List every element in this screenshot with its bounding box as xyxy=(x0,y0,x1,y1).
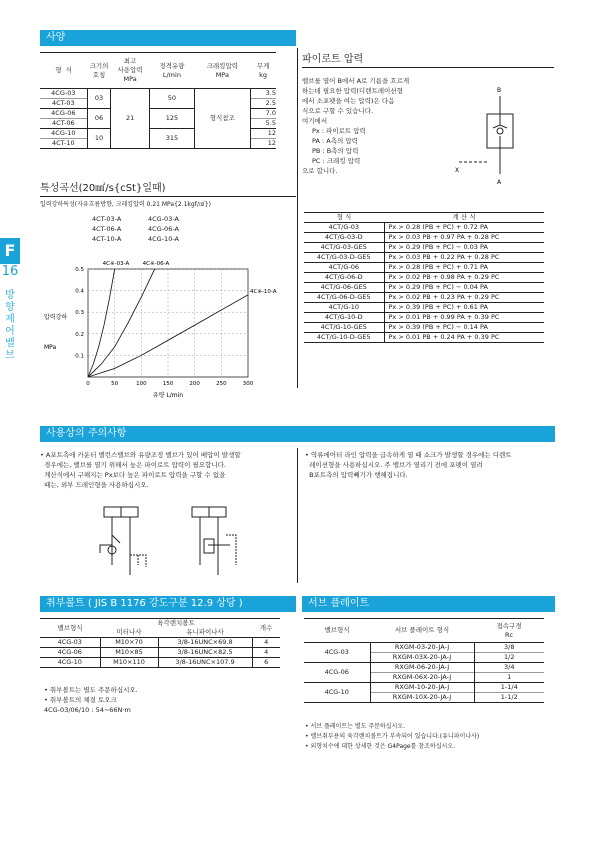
spec-col-header: 형 식 xyxy=(55,66,72,74)
pilot-model: 4CT/G-03-GE5 xyxy=(304,243,384,253)
table-row xyxy=(304,293,544,303)
spec-col-header: 정격유량 L/min xyxy=(159,61,185,79)
pilot-formula: Px > 0.01 PB + 0.24 PA + 0.39 PC xyxy=(388,333,500,341)
spec-cracking: 형식참조 xyxy=(194,89,250,149)
pilot-formula: Px > 0.28 (PB + PC) + 0.71 PA xyxy=(388,263,488,271)
pilot-valve-symbol xyxy=(455,80,545,190)
pressure-drop-chart xyxy=(40,255,277,415)
pilot-text-line: 에서 소포펫을 여는 압력)은 다음 xyxy=(302,97,395,105)
notes-header: 사용상의 주의사항 xyxy=(40,426,555,442)
spec-flow: 315 xyxy=(149,129,194,149)
bolts-header: 취부볼트 ( JIS B 1176 강도구분 12.9 상당 ) xyxy=(40,596,296,612)
series-line xyxy=(88,295,248,377)
table-row xyxy=(304,313,544,323)
circuit-diagram-2 xyxy=(180,505,250,580)
y-tick-label: 0.5 xyxy=(75,267,84,273)
section-tab-number: 16 xyxy=(1,264,19,279)
spec-weight: 7.0 xyxy=(265,109,276,117)
pilot-model: 4CT/G-10 xyxy=(304,303,384,313)
subplate-note: • 외형치수에 대한 상세한 것은 G4Page를 참조하십시오. xyxy=(305,743,456,750)
bolt-col-header: 개수 xyxy=(252,619,280,638)
table-row xyxy=(304,683,544,693)
section-tab-char: 어 xyxy=(5,326,15,337)
table-row xyxy=(304,323,544,333)
spec-col-header: 크기의 호칭 xyxy=(89,61,109,79)
subplate-port: 3/4 xyxy=(504,663,515,671)
pilot-text-line: 하는데 필요한 압력(디렌트레이션형 xyxy=(302,87,403,95)
spec-header: 사양 xyxy=(40,30,296,46)
pilot-text-tail: 으로 합니다. xyxy=(302,167,338,175)
spec-table xyxy=(40,52,276,149)
pilot-text-line: 여기에서 xyxy=(302,117,328,125)
x-tick-label: 300 xyxy=(242,381,254,387)
subplate-port: 3/8 xyxy=(504,643,515,651)
table-row xyxy=(304,233,544,243)
spec-col-header: 최고 사용압력 MPa xyxy=(117,57,143,83)
bolt-cell: 3/8-16UNC×69.8 xyxy=(158,638,252,648)
pilot-model: 4CT/G-06-GE5 xyxy=(304,283,384,293)
bolts-table xyxy=(40,618,280,668)
pilot-formula: Px > 0.29 (PB + PC) − 0.04 PA xyxy=(388,283,488,291)
pilot-formula-table: 형 식 계 산 식 4CT/G-03 Px > 0.28 (PB + PC) + 0.72 PA 4CT/G-03-D Px > 0.03 PB + 0.97 PA + 0.28 PC 4CT/G-03-GE5 Px > 0.29 (PB + PC) − 0.03 PA 4CT/G-03-D-GE5 Px > 0.03 PB + 0.22 PA + 0.28 PC 4CT/G-06 Px > 0.28 (PB + PC) + 0.71 PA 4CT/G-06-D Px > 0.02 PB + 0.98 PA + 0.29 PC 4CT/G-06-GE5 Px > 0.29 (PB + PC) − 0.04 PA 4CT/G-06-D-GE5 Px > 0.02 PB + 0.23 PA + 0.29 PC 4CT/G-10 Px > 0.39 (PB + PC) + 0.61 PA 4CT/G-10-D Px > 0.01 PB + 0.99 PA + 0.39 PC 4CT/G-10-GE5 Px > 0.39 (PB + PC) − 0.14 PA 4CT/G-10-D-GE5 Px > 0.01 PB + 0.24 PA + 0.39 PC xyxy=(304,212,544,343)
pilot-text-line: 밸브를 열어 B에서 A로 기름을 흐르게 xyxy=(302,77,410,85)
subplate-model: RXGM-06-20-JA-J xyxy=(370,663,474,673)
subplate-model: RXGM-10X-20-JA-J xyxy=(370,693,474,703)
table-row xyxy=(304,283,544,293)
series-label: 4C※-03-A xyxy=(102,261,130,267)
bolt-cell: 3/8-16UNC×82.5 xyxy=(158,648,252,658)
curve-legend-col1 xyxy=(92,214,121,244)
series-label: 4C※-10-A xyxy=(250,288,277,295)
bolt-col-header: 육각렌치볼트 xyxy=(157,619,195,627)
pilot-model: 4CT/G-06-D-GE5 xyxy=(304,293,384,303)
curve-subtitle: 입력강하특성(자유흐름방향, 크래킹압력 0.21 MPa{2.1kgf/㎠}) xyxy=(40,201,211,208)
pilot-definition: PC : 크래킹 압력 xyxy=(312,157,361,165)
pilot-model: 4CT/G-10-D xyxy=(304,313,384,323)
x-axis-label: 유량 L/min xyxy=(152,392,184,399)
table-row xyxy=(304,253,544,263)
spec-model: 4CG-03 xyxy=(40,89,87,99)
table-row xyxy=(304,273,544,283)
section-tab-char: 밸 xyxy=(5,338,15,349)
spec-weight: 12 xyxy=(267,129,276,137)
legend-item: 4CT-10-A xyxy=(92,235,122,243)
section-tab-char: 방 xyxy=(5,290,15,301)
pilot-model: 4CT/G-03-D xyxy=(304,233,384,243)
bolt-cell: 4CG-06 xyxy=(40,648,100,658)
x-tick-label: 150 xyxy=(162,381,174,387)
table-row xyxy=(40,658,280,668)
legend-item: 4CG-03-A xyxy=(148,215,179,223)
bolt-cell: M10×110 xyxy=(100,658,158,668)
table-row xyxy=(304,643,544,653)
bolt-cell: M10×70 xyxy=(100,638,158,648)
bolts-notes xyxy=(44,685,138,715)
pilot-model: 4CT/G-06 xyxy=(304,263,384,273)
pilot-formula: Px > 0.39 (PB + PC) + 0.61 PA xyxy=(388,303,488,311)
note-line: 레이션형을 사용하십시오. 주 밸브가 열리기 전에 포펫이 열려 xyxy=(305,461,483,469)
subplate-valve: 4CG-10 xyxy=(304,683,370,703)
bolt-col-header: 유니파이나사 xyxy=(186,628,224,636)
pilot-model: 4CT/G-03 xyxy=(304,223,384,233)
note-line: 계산식에서 구해지는 Px보다 높은 파이로트 압력을 구할 수 없을 xyxy=(40,471,226,479)
bolt-cell: 6 xyxy=(264,658,269,666)
table-row xyxy=(304,263,544,273)
pilot-model: 4CT/G-03-D-GE5 xyxy=(304,253,384,263)
subplate-model: RXGM-06X-20-JA-J xyxy=(370,673,474,683)
pilot-formula: Px > 0.03 PB + 0.22 PA + 0.28 PC xyxy=(388,253,500,261)
subplate-note: • 서브 플레이트는 별도 주문하십시오. xyxy=(305,723,406,730)
subplate-header: 서브 플레이트 xyxy=(302,596,555,612)
notes-right xyxy=(305,450,555,480)
subplate-note: • 밸브취부용의 육각렌치볼트가 부속되어 있습니다.(유니파이나사) xyxy=(305,733,480,740)
bolt-note: • 취부볼트는 별도 주문하십시오. xyxy=(44,686,138,694)
section-tab-label xyxy=(2,290,18,362)
pilot-header: 파이로트 압력 xyxy=(302,52,554,68)
pilot-formula: Px > 0.29 (PB + PC) − 0.03 PA xyxy=(388,243,488,251)
subplate-valve: 4CG-03 xyxy=(304,643,370,663)
y-tick-label: 0.2 xyxy=(75,331,84,338)
pilot-definition: PB : B측의 압력 xyxy=(312,147,359,155)
section-tab-char: 향 xyxy=(5,302,15,313)
table-row xyxy=(304,333,544,343)
bolt-col-header: 미터나사 xyxy=(116,628,142,636)
bolt-cell: 4 xyxy=(264,638,269,646)
x-tick-label: 100 xyxy=(136,381,147,387)
pilot-model: 4CT/G-06-D xyxy=(304,273,384,283)
spec-size: 10 xyxy=(87,129,111,149)
table-row xyxy=(304,663,544,673)
series-label: 4C※-06-A xyxy=(142,261,170,267)
y-axis-unit: MPa xyxy=(44,344,57,351)
table-row xyxy=(40,638,280,648)
section-tab-letter: F xyxy=(0,238,20,264)
legend-item: 4CG-10-A xyxy=(148,235,179,243)
pilot-formula: Px > 0.01 PB + 0.99 PA + 0.39 PC xyxy=(388,313,500,321)
subplate-model: RXGM-10-20-JA-J xyxy=(370,683,474,693)
x-tick-label: 200 xyxy=(189,381,200,387)
legend-item: 4CT-06-A xyxy=(92,225,122,233)
x-tick-label: 250 xyxy=(216,381,227,387)
subplate-col-header: 접속구경 Rc xyxy=(496,621,522,639)
legend-item: 4CT-03-A xyxy=(92,215,122,223)
table-row xyxy=(304,223,544,233)
note-line: • 역류에어터 라인 압력을 급속하게 열 때 쇼크가 발생할 경우에는 디렌트 xyxy=(305,451,512,459)
subplate-notes xyxy=(305,722,479,752)
y-tick-label: 0.4 xyxy=(75,288,84,295)
curve-title: 특성곡선(20㎟/s{cSt}일때) xyxy=(40,182,296,197)
subplate-port: 1 xyxy=(507,673,512,681)
pilot-model: 4CT/G-10-GE5 xyxy=(304,323,384,333)
port-a-label: A xyxy=(497,179,502,186)
subplate-table xyxy=(304,618,544,703)
bolt-col-header: 밸브형식 xyxy=(40,619,100,638)
bolt-cell: 3/8-16UNC×107.9 xyxy=(158,658,252,668)
series-line xyxy=(88,269,155,377)
spec-col-header: 무게 kg xyxy=(256,61,270,79)
notes-divider xyxy=(297,448,298,583)
spec-size: 06 xyxy=(87,109,111,129)
note-line: • A포트측에 카운터 밸런스밸브와 유량조정 밸브가 있어 배압이 발생할 xyxy=(40,451,241,459)
vertical-divider xyxy=(297,48,298,388)
pilot-model: 4CT/G-10-D-GE5 xyxy=(304,333,384,343)
subplate-port: 1-1/2 xyxy=(500,693,518,701)
notes-left xyxy=(40,450,290,490)
spec-weight: 5.5 xyxy=(265,119,276,127)
circuit-diagram-1 xyxy=(92,505,162,580)
note-line: B포트측의 압력빼기가 행해집니다. xyxy=(305,471,408,479)
spec-model: 4CT-03 xyxy=(40,99,87,109)
curve-legend-col2 xyxy=(148,214,179,244)
pilot-definition: PA : A측의 압력 xyxy=(312,137,358,145)
subplate-model: RXGM-03X-20-JA-J xyxy=(370,653,474,663)
spec-flow: 125 xyxy=(149,109,194,129)
series-line xyxy=(88,269,115,377)
subplate-model: RXGM-03-20-JA-J xyxy=(370,643,474,653)
y-tick-label: 0.1 xyxy=(75,353,84,360)
spec-flow: 50 xyxy=(149,89,194,109)
bolt-cell: 4CG-03 xyxy=(40,638,100,648)
spec-weight: 3.5 xyxy=(265,89,276,97)
spec-weight: 12 xyxy=(267,139,276,147)
subplate-col-header: 서브 플레이트 형식 xyxy=(394,626,450,634)
pilot-definition: Px : 파이로트 압력 xyxy=(312,127,366,135)
x-tick-label: 50 xyxy=(111,381,119,387)
pilot-formula: Px > 0.02 PB + 0.23 PA + 0.29 PC xyxy=(388,293,500,301)
pilot-formula: Px > 0.39 (PB + PC) − 0.14 PA xyxy=(388,323,488,331)
spec-size: 03 xyxy=(87,89,111,109)
spec-pressure: 21 xyxy=(111,89,150,149)
spec-model: 4CT-06 xyxy=(40,119,87,129)
bolt-cell: 4CG-10 xyxy=(40,658,100,668)
pilot-formula: Px > 0.03 PB + 0.97 PA + 0.28 PC xyxy=(388,233,500,241)
pilot-formula: Px > 0.28 (PB + PC) + 0.72 PA xyxy=(388,223,488,231)
spec-model: 4CG-10 xyxy=(40,129,87,139)
subplate-col-header: 밸브형식 xyxy=(324,626,350,634)
y-axis-label: 압력강하 xyxy=(44,314,68,321)
port-b-label: B xyxy=(497,87,502,94)
bolt-note: • 취부볼트의 체결 토오크 xyxy=(44,696,117,704)
legend-item: 4CG-06-A xyxy=(148,225,179,233)
bolt-cell: M10×85 xyxy=(100,648,158,658)
table-row xyxy=(40,89,276,99)
note-line: 때는, 외부 드레인형을 사용하십시오. xyxy=(40,481,149,489)
spec-model: 4CT-10 xyxy=(40,139,87,149)
table-row xyxy=(304,303,544,313)
bolt-cell: 4 xyxy=(264,648,269,656)
subplate-valve: 4CG-06 xyxy=(304,663,370,683)
pilot-text-line: 식으로 구할 수 있습니다. xyxy=(302,107,374,115)
spec-col-header: 크래킹압력 MPa xyxy=(206,61,239,79)
table-row xyxy=(304,243,544,253)
subplate-port: 1/2 xyxy=(504,653,515,661)
pilot-formula: Px > 0.02 PB + 0.98 PA + 0.29 PC xyxy=(388,273,500,281)
subplate-port: 1-1/4 xyxy=(500,683,518,691)
section-tab-char: 브 xyxy=(5,350,15,361)
x-tick-label: 0 xyxy=(86,381,90,387)
port-x-label: X xyxy=(455,167,460,174)
note-line: 경우에는, 밸브를 열기 위해서 높은 파이로트 압력이 필요합니다. xyxy=(40,461,226,469)
section-tab-char: 제 xyxy=(5,314,15,325)
spec-model: 4CG-06 xyxy=(40,109,87,119)
y-tick-label: 0.3 xyxy=(75,310,84,317)
spec-weight: 2.5 xyxy=(265,99,276,107)
bolt-note: 4CG-03/06/10 : 54∼66N·m xyxy=(44,706,131,714)
table-row xyxy=(40,648,280,658)
